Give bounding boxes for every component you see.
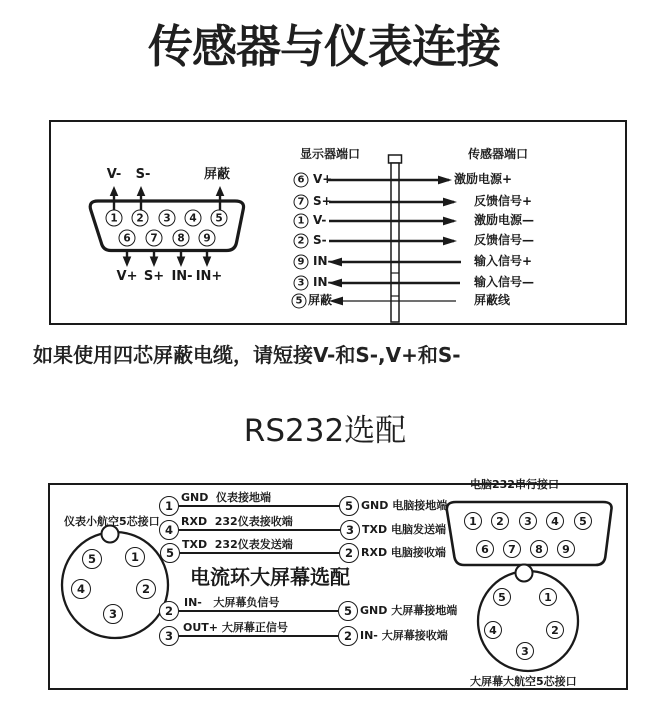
rs232-left-pin: 4: [159, 520, 179, 540]
wire-pin: 5: [292, 294, 307, 309]
db9-2-pin: 4: [546, 512, 564, 530]
wire-name: IN-: [313, 275, 333, 289]
loop-right-pin: 2: [338, 626, 358, 646]
db9-pin-function-label: S-: [135, 167, 151, 182]
db9-pin: 3: [159, 210, 176, 227]
db9-connector-shape: [90, 186, 243, 267]
wire-pin: 2: [294, 234, 309, 249]
db9-pin-function-label: IN+: [195, 269, 223, 284]
rs232-left-pin: 1: [159, 496, 179, 516]
screen-pin: 5: [493, 588, 511, 606]
loop-left-pin: 2: [159, 601, 179, 621]
rs232-right-label: RXD 电脑接收端: [361, 546, 446, 559]
page-title: 传感器与仪表连接: [147, 20, 500, 73]
db9-2-pin: 9: [557, 540, 575, 558]
db9-pin: 7: [146, 230, 163, 247]
wire-signal: 激励电源—: [474, 213, 535, 227]
loop-right-label: GND 大屏幕接地端: [360, 604, 458, 617]
db9-2-pin: 3: [519, 512, 537, 530]
db9-pin-function-label: IN-: [171, 269, 193, 284]
loop-left-label: IN- 大屏幕负信号: [184, 596, 280, 609]
wire-name: V+: [313, 172, 333, 186]
wire-name: IN-: [313, 254, 333, 268]
rs232-left-label: RXD 232仪表接收端: [181, 515, 293, 528]
wire-signal: 输入信号—: [474, 275, 535, 289]
aviation-pin: 4: [71, 579, 91, 599]
screen-pin: 2: [546, 621, 564, 639]
db9-pin: 4: [185, 210, 202, 227]
db9-2-pin: 1: [464, 512, 482, 530]
wire-signal: 反馈信号+: [474, 194, 533, 208]
wire-pin: 9: [294, 255, 309, 270]
aviation-pin: 3: [103, 604, 123, 624]
db9-pin: 5: [211, 210, 228, 227]
rs232-right-pin: 2: [339, 543, 359, 563]
down-arrowheads: [123, 257, 212, 268]
rs232-right-label: GND 电脑接地端: [361, 499, 448, 512]
db9-pin-function-label: S+: [143, 269, 165, 284]
rs232-right-label: TXD 电脑发送端: [362, 523, 446, 536]
aviation-pin: 5: [82, 549, 102, 569]
rs232-section-title: RS232选配: [243, 413, 407, 449]
db9-pin: 1: [106, 210, 123, 227]
wire-pin: 6: [294, 173, 309, 188]
db9-pin-function-label: V+: [116, 269, 138, 284]
wire-pin: 3: [294, 276, 309, 291]
screen-pin: 1: [539, 588, 557, 606]
up-arrowheads: [110, 186, 225, 196]
wire-pin: 1: [294, 214, 309, 229]
aviation-pin: 2: [136, 579, 156, 599]
db9-pin: 9: [199, 230, 216, 247]
wire-name: 屏蔽: [308, 293, 333, 307]
loop-left-label: OUT+ 大屏幕正信号: [183, 621, 288, 634]
loop-right-pin: 5: [338, 601, 358, 621]
db9-pin: 8: [173, 230, 190, 247]
db9-2-pin: 5: [574, 512, 592, 530]
display-port-header: 显示器端口: [300, 147, 361, 161]
wire-name: S-: [313, 233, 327, 247]
screen-pin: 3: [516, 642, 534, 660]
wire-signal: 屏蔽线: [474, 293, 511, 307]
rs232-left-pin: 5: [160, 543, 180, 563]
db9-2-pin: 2: [491, 512, 509, 530]
db9-pin-function-label: 屏蔽: [203, 167, 231, 182]
computer-port-label: 电脑232串行接口: [470, 478, 559, 491]
rs232-left-label: TXD 232仪表发送端: [182, 538, 293, 551]
db9-2-pin: 6: [476, 540, 494, 558]
rs232-right-pin: 3: [340, 520, 360, 540]
wire-pin: 7: [294, 195, 309, 210]
wire-name: V-: [313, 213, 327, 227]
db9-pin-function-label: V-: [106, 167, 122, 182]
wire-signal: 输入信号+: [474, 254, 533, 268]
db9-pin: 2: [132, 210, 149, 227]
current-loop-title: 电流环大屏幕选配: [190, 565, 350, 589]
db9-2-pin: 7: [503, 540, 521, 558]
db9-2-pin: 8: [530, 540, 548, 558]
wire-signal: 激励电源+: [454, 172, 513, 186]
screen-connector-label: 大屏幕大航空5芯接口: [470, 675, 577, 688]
screen-pin: 4: [484, 621, 502, 639]
loop-right-label: IN- 大屏幕接收端: [360, 629, 448, 642]
instrument-connector-label: 仪表小航空5芯接口: [64, 515, 160, 528]
wire-signal: 反馈信号—: [474, 233, 535, 247]
loop-left-pin: 3: [159, 626, 179, 646]
db9-pin: 6: [119, 230, 136, 247]
shield-cable-note: 如果使用四芯屏蔽电缆，请短接V-和S-,V+和S-: [33, 343, 461, 367]
rs232-right-pin: 5: [339, 496, 359, 516]
wire-name: S+: [313, 194, 332, 208]
aviation-pin: 1: [125, 547, 145, 567]
sensor-port-header: 传感器端口: [468, 147, 529, 161]
rs232-left-label: GND 仪表接地端: [181, 491, 272, 504]
